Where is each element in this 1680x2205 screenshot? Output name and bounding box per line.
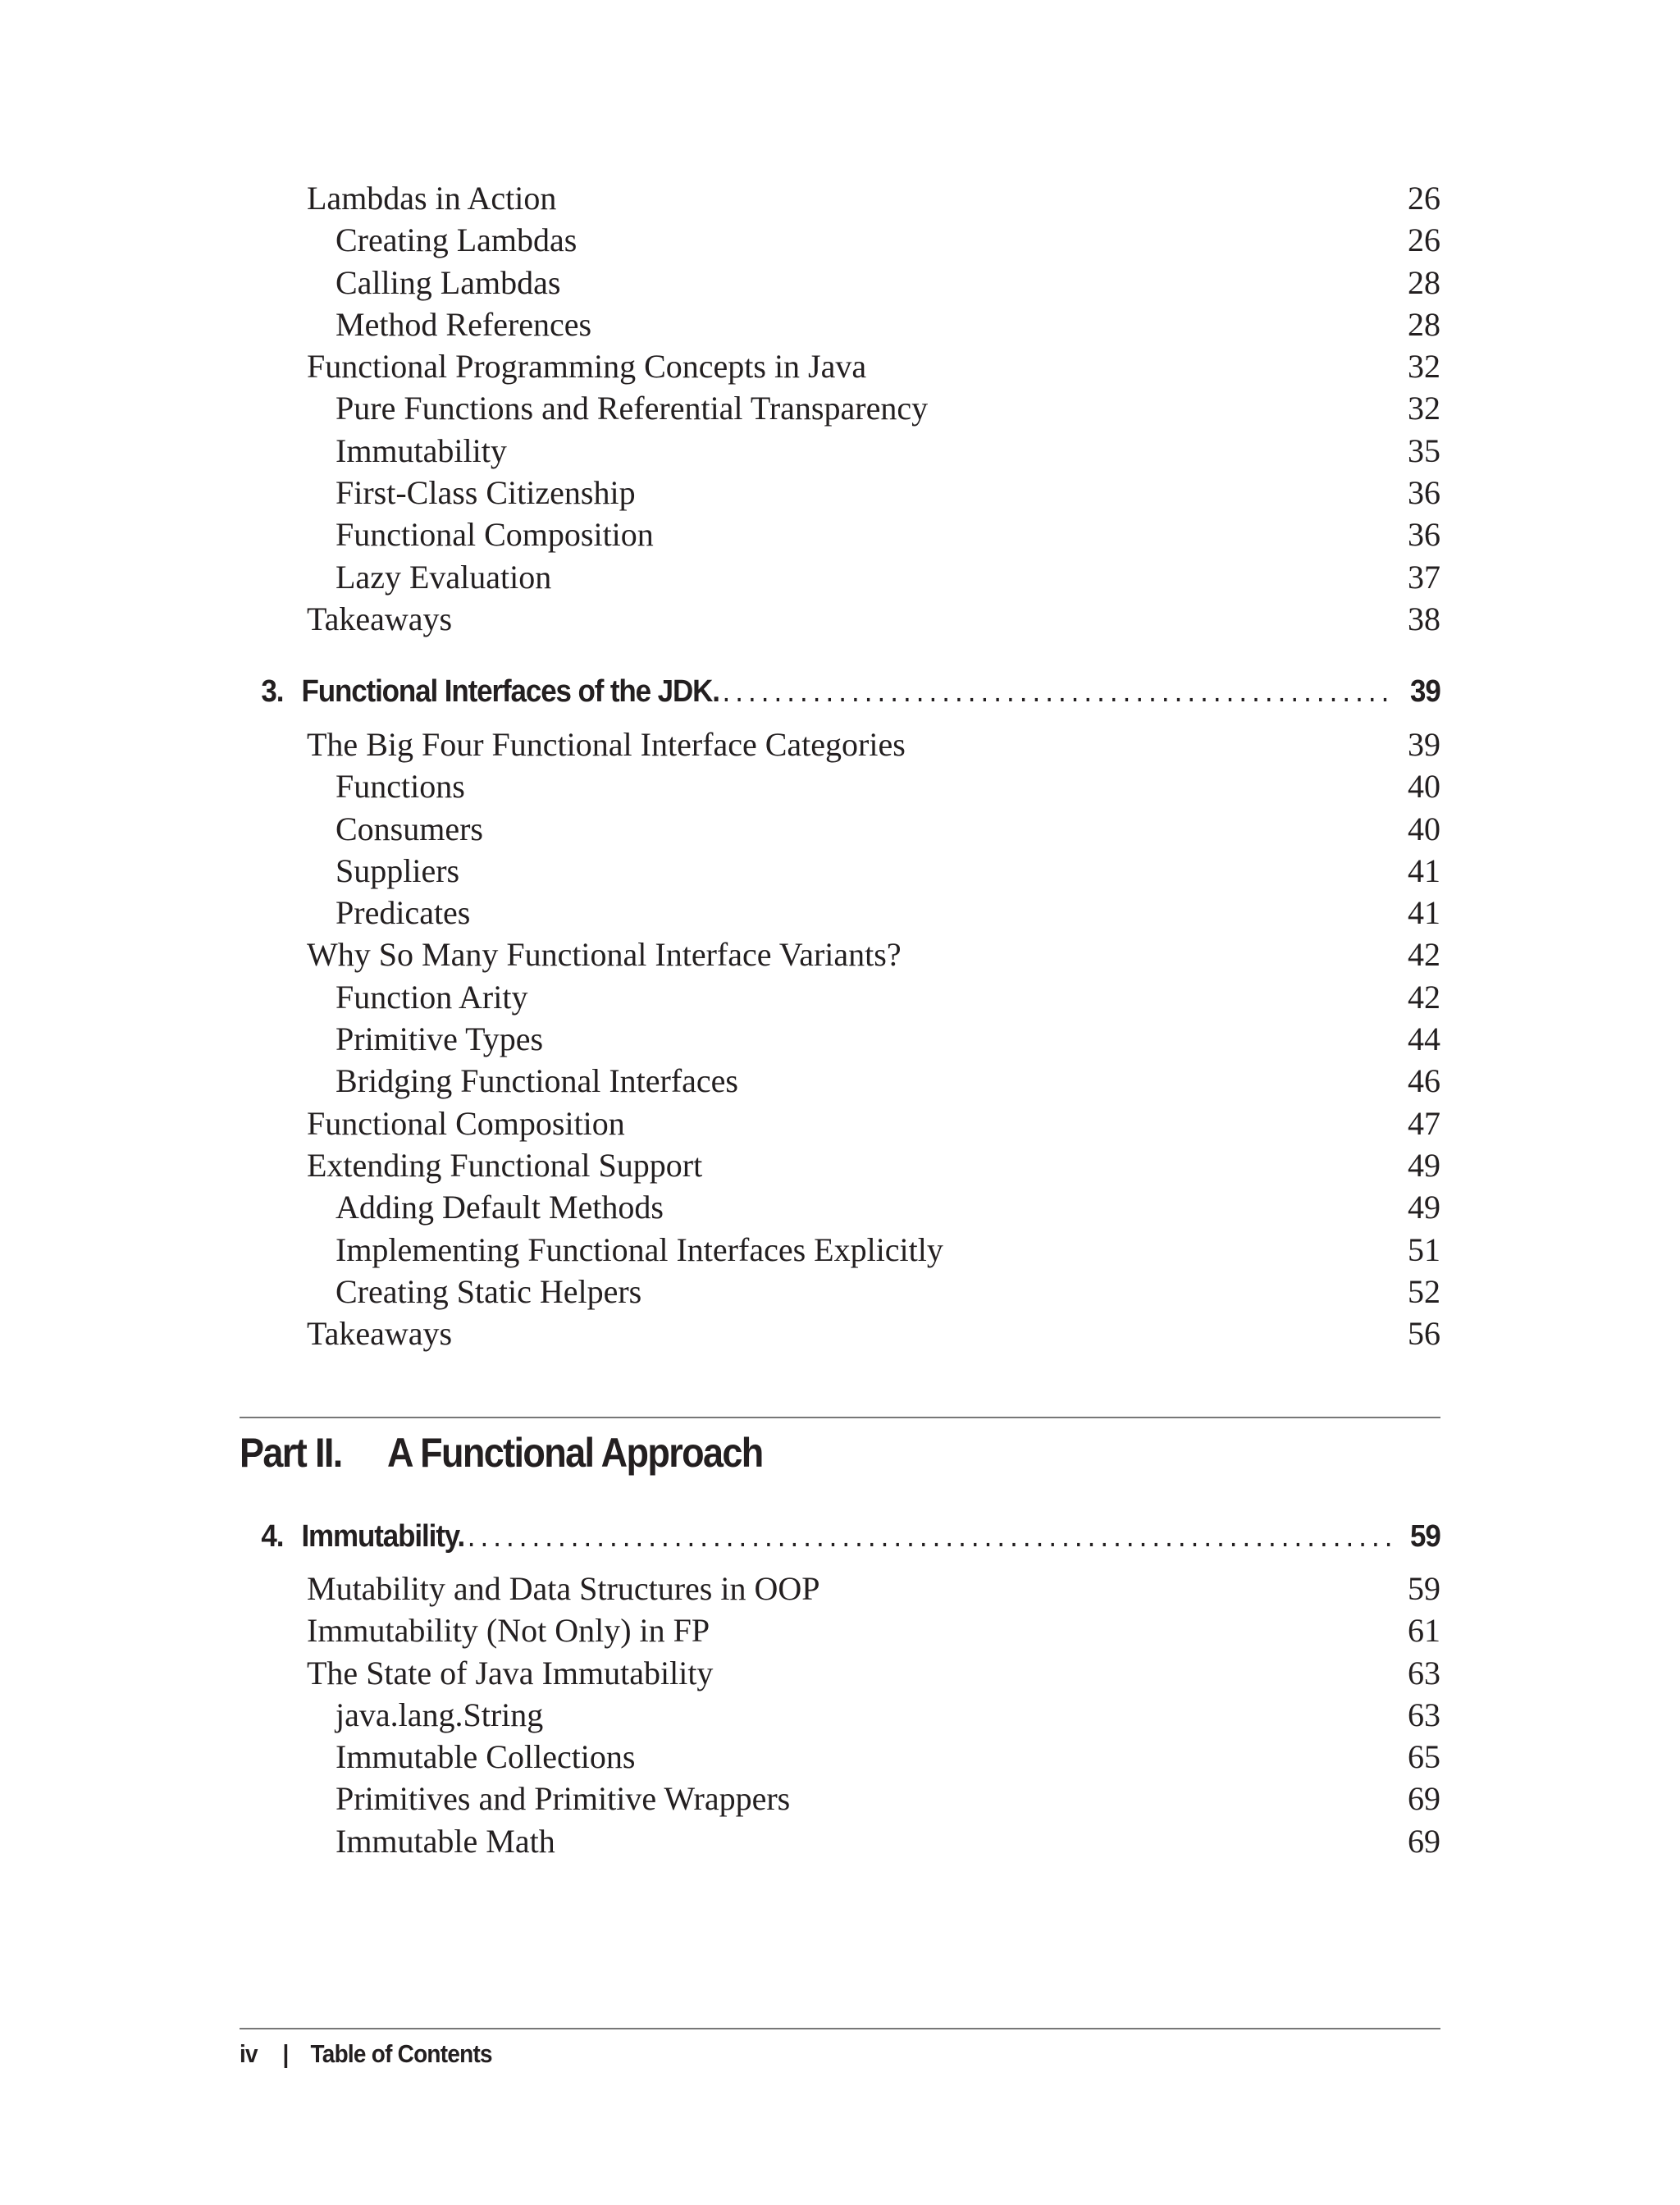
toc-page-number: 41 [1408, 851, 1440, 889]
toc-page-number: 69 [1408, 1780, 1440, 1818]
toc-entry[interactable] [240, 1312, 1440, 1354]
toc-page-number: 32 [1408, 390, 1440, 427]
toc-section-title: Takeaways [307, 600, 453, 637]
toc-page-number: 26 [1408, 221, 1440, 259]
toc-page-number: 42 [1408, 936, 1440, 974]
toc-entry[interactable] [240, 1568, 1440, 1609]
toc-entry[interactable] [240, 1186, 1440, 1228]
page-footer [240, 2039, 492, 2069]
chapter-number: 4. [261, 1519, 284, 1554]
toc-subsection-title: Immutable Collections [336, 1738, 636, 1776]
toc-entry[interactable] [240, 556, 1440, 598]
toc-entry[interactable] [240, 808, 1440, 850]
chapter-4-heading[interactable] [240, 1519, 1440, 1568]
toc-subsection-title: Suppliers [336, 851, 460, 889]
toc-page-number: 44 [1408, 1020, 1440, 1058]
part-title: A Functional Approach [387, 1430, 763, 1476]
toc-subsection-title: Immutable Math [336, 1822, 555, 1860]
chapter-number: 3. [261, 674, 284, 709]
toc-page-number: 65 [1408, 1738, 1440, 1776]
toc-subsection-title: Pure Functions and Referential Transparency [336, 390, 929, 427]
toc-page-number: 36 [1408, 516, 1440, 554]
toc-entry[interactable] [240, 1102, 1440, 1144]
toc-list-top [240, 177, 1440, 640]
toc-entry[interactable] [240, 598, 1440, 640]
chapter-page-number: 39 [1410, 674, 1440, 709]
toc-subsection-title: Immutability [336, 431, 507, 469]
toc-subsection-title: Implementing Functional Interfaces Explicitly [336, 1230, 943, 1268]
part-label: Part II. [240, 1430, 342, 1476]
part-heading[interactable] [240, 1429, 763, 1477]
toc-page-number: 36 [1408, 474, 1440, 512]
toc-subsection-title: java.lang.String [336, 1696, 544, 1733]
toc-entry[interactable] [240, 850, 1440, 892]
toc-entry[interactable] [240, 177, 1440, 219]
toc-entry[interactable] [240, 1229, 1440, 1271]
toc-page-number: 63 [1408, 1654, 1440, 1691]
toc-section-title: Functional Composition [307, 1104, 625, 1142]
footer-section-title: Table of Contents [310, 2039, 492, 2068]
toc-section-title: The Big Four Functional Interface Categories [307, 726, 906, 763]
toc-section-title: Takeaways [307, 1315, 453, 1353]
toc-subsection-title: Calling Lambdas [336, 263, 561, 301]
toc-section-title: Immutability (Not Only) in FP [307, 1612, 710, 1650]
toc-entry[interactable] [240, 1144, 1440, 1186]
toc-entry[interactable] [240, 724, 1440, 765]
toc-page-number: 28 [1408, 263, 1440, 301]
toc-section-title: Functional Programming Concepts in Java [307, 348, 867, 386]
toc-subsection-title: Bridging Functional Interfaces [336, 1062, 738, 1100]
toc-entry[interactable] [240, 430, 1440, 472]
toc-subsection-title: Functional Composition [336, 516, 654, 554]
toc-entry[interactable] [240, 1271, 1440, 1312]
toc-section-title: Lambdas in Action [307, 180, 557, 217]
toc-section-title: The State of Java Immutability [307, 1654, 714, 1691]
part-divider-rule [240, 1417, 1440, 1418]
toc-subsection-title: Primitive Types [336, 1020, 544, 1058]
toc-page-number: 26 [1408, 180, 1440, 217]
toc-subsection-title: Lazy Evaluation [336, 558, 552, 596]
toc-subsection-title: Predicates [336, 894, 471, 932]
toc-page-number: 47 [1408, 1104, 1440, 1142]
toc-entry[interactable] [240, 262, 1440, 304]
toc-subsection-title: Function Arity [336, 978, 528, 1016]
toc-entry[interactable] [240, 1778, 1440, 1819]
toc-page-number: 61 [1408, 1612, 1440, 1650]
toc-entry[interactable] [240, 892, 1440, 934]
toc-page-number: 56 [1408, 1315, 1440, 1353]
toc-entry[interactable] [240, 304, 1440, 345]
toc-page-number: 46 [1408, 1062, 1440, 1100]
toc-page-number: 35 [1408, 431, 1440, 469]
footer-rule [240, 2028, 1440, 2029]
toc-entry[interactable] [240, 765, 1440, 807]
toc-entry[interactable] [240, 472, 1440, 514]
toc-subsection-title: Functions [336, 768, 465, 806]
toc-entry[interactable] [240, 1018, 1440, 1060]
toc-page-number: 63 [1408, 1696, 1440, 1733]
toc-page-number: 52 [1408, 1272, 1440, 1310]
toc-entry[interactable] [240, 219, 1440, 261]
toc-page-number: 28 [1408, 305, 1440, 343]
toc-subsection-title: Creating Lambdas [336, 221, 578, 259]
chapter-title: Functional Interfaces of the JDK. [301, 674, 719, 709]
toc-page-number: 49 [1408, 1189, 1440, 1226]
dot-leader [468, 1519, 1397, 1554]
toc-entry[interactable] [240, 1609, 1440, 1651]
toc-subsection-title: Adding Default Methods [336, 1189, 664, 1226]
toc-entry[interactable] [240, 345, 1440, 387]
toc-list-chapter-3 [240, 724, 1440, 1354]
toc-subsection-title: Consumers [336, 810, 483, 847]
toc-page-number: 38 [1408, 600, 1440, 637]
toc-entry[interactable] [240, 1736, 1440, 1778]
toc-section-title: Mutability and Data Structures in OOP [307, 1570, 820, 1607]
toc-entry[interactable] [240, 387, 1440, 429]
toc-page-number: 69 [1408, 1822, 1440, 1860]
toc-page-number: 37 [1408, 558, 1440, 596]
toc-subsection-title: First-Class Citizenship [336, 474, 636, 512]
chapter-title: Immutability. [301, 1519, 465, 1554]
toc-entry[interactable] [240, 1652, 1440, 1694]
dot-leader [723, 674, 1397, 710]
toc-list-chapter-4 [240, 1568, 1440, 1862]
toc-subsection-title: Creating Static Helpers [336, 1272, 642, 1310]
toc-page-number: 49 [1408, 1146, 1440, 1184]
toc-page-number: 59 [1408, 1570, 1440, 1607]
footer-separator: | [282, 2039, 289, 2068]
toc-entry[interactable] [240, 514, 1440, 555]
toc-page-number: 40 [1408, 810, 1440, 847]
toc-section-title: Why So Many Functional Interface Variants? [307, 936, 902, 974]
toc-entry[interactable] [240, 1060, 1440, 1102]
toc-subsection-title: Primitives and Primitive Wrappers [336, 1780, 791, 1818]
toc-page-number: 39 [1408, 726, 1440, 763]
footer-page-label: iv [240, 2039, 258, 2068]
toc-section-title: Extending Functional Support [307, 1146, 703, 1184]
toc-entry[interactable] [240, 1694, 1440, 1736]
toc-page-number: 42 [1408, 978, 1440, 1016]
chapter-3-heading[interactable] [240, 674, 1440, 724]
toc-page-number: 51 [1408, 1230, 1440, 1268]
toc-page-number: 41 [1408, 894, 1440, 932]
toc-entry[interactable] [240, 976, 1440, 1018]
toc-subsection-title: Method References [336, 305, 592, 343]
toc-entry[interactable] [240, 934, 1440, 975]
chapter-page-number: 59 [1410, 1519, 1440, 1554]
toc-page-number: 32 [1408, 348, 1440, 386]
toc-page-number: 40 [1408, 768, 1440, 806]
toc-entry[interactable] [240, 1820, 1440, 1862]
